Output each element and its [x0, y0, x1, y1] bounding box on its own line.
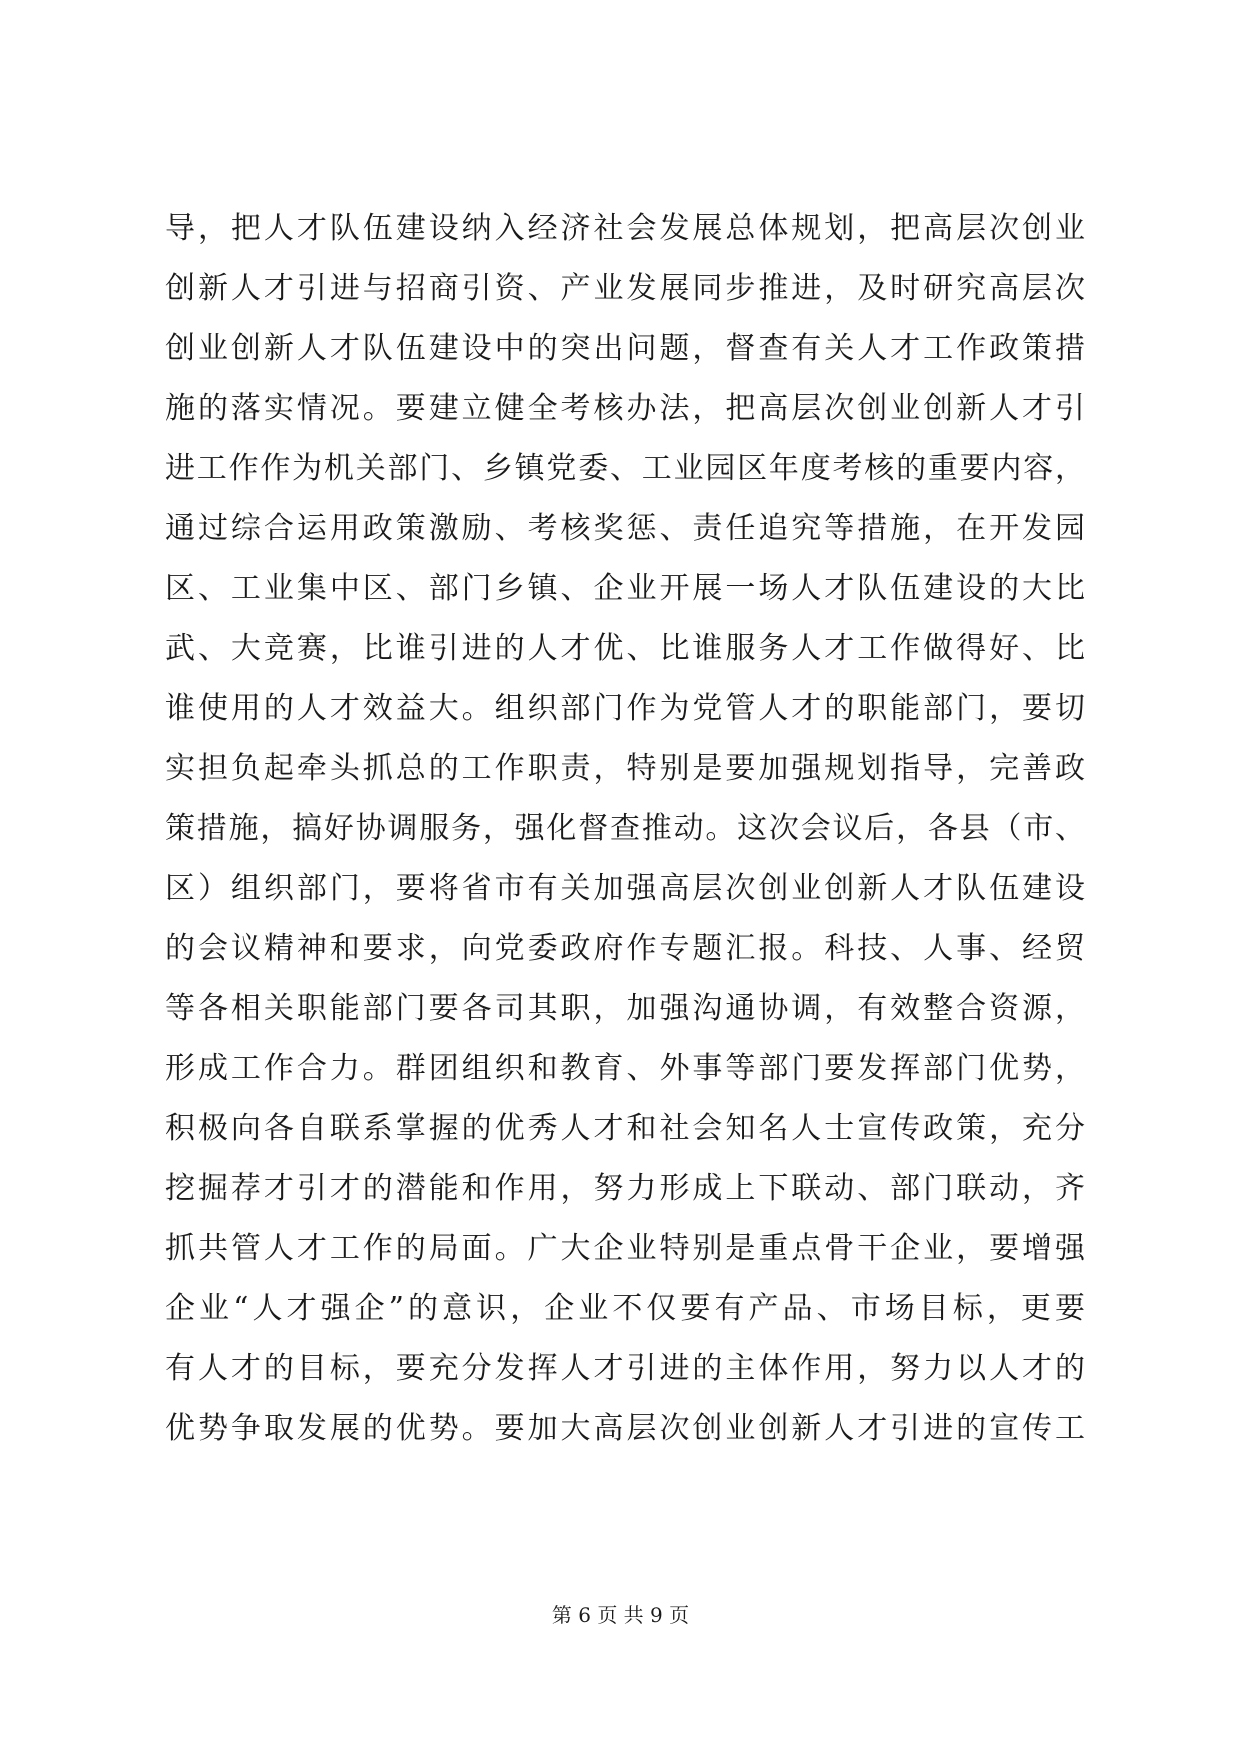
text-line-19: 企业“人才强企”的意识，企业不仅要有产品、市场目标，更要	[165, 1291, 1085, 1326]
text-line-8: 武、大竞赛，比谁引进的人才优、比谁服务人才工作做得好、比	[165, 631, 1085, 666]
text-line-21: 优势争取发展的优势。要加大高层次创业创新人才引进的宣传工	[165, 1411, 1085, 1446]
text-line-20: 有人才的目标，要充分发挥人才引进的主体作用，努力以人才的	[165, 1351, 1085, 1386]
text-line-10: 实担负起牵头抓总的工作职责，特别是要加强规划指导，完善政	[165, 751, 1085, 786]
text-line-6: 通过综合运用政策激励、考核奖惩、责任追究等措施，在开发园	[165, 511, 1085, 546]
text-line-11: 策措施，搞好协调服务，强化督查推动。这次会议后，各县（市、	[165, 811, 1085, 846]
text-line-18: 抓共管人才工作的局面。广大企业特别是重点骨干企业，要增强	[165, 1231, 1085, 1266]
page-number-label: 第 6 页 共 9 页	[551, 1603, 690, 1627]
text-line-15: 形成工作合力。群团组织和教育、外事等部门要发挥部门优势，	[165, 1051, 1085, 1086]
text-line-13: 的会议精神和要求，向党委政府作专题汇报。科技、人事、经贸	[165, 931, 1085, 966]
text-line-3: 创业创新人才队伍建设中的突出问题，督查有关人才工作政策措	[165, 331, 1085, 366]
text-line-5: 进工作作为机关部门、乡镇党委、工业园区年度考核的重要内容，	[165, 451, 1085, 486]
body-text	[165, 199, 1085, 1459]
text-line-12: 区）组织部门，要将省市有关加强高层次创业创新人才队伍建设	[165, 871, 1085, 906]
page-footer	[0, 1601, 1241, 1629]
text-line-16: 积极向各自联系掌握的优秀人才和社会知名人士宣传政策，充分	[165, 1111, 1085, 1146]
text-line-17: 挖掘荐才引才的潜能和作用，努力形成上下联动、部门联动，齐	[165, 1171, 1085, 1206]
text-line-14: 等各相关职能部门要各司其职，加强沟通协调，有效整合资源，	[165, 991, 1085, 1026]
text-line-7: 区、工业集中区、部门乡镇、企业开展一场人才队伍建设的大比	[165, 571, 1085, 606]
text-line-9: 谁使用的人才效益大。组织部门作为党管人才的职能部门，要切	[165, 691, 1085, 726]
text-line-4: 施的落实情况。要建立健全考核办法，把高层次创业创新人才引	[165, 391, 1085, 426]
text-line-1: 导，把人才队伍建设纳入经济社会发展总体规划，把高层次创业	[165, 211, 1085, 246]
text-line-2: 创新人才引进与招商引资、产业发展同步推进，及时研究高层次	[165, 271, 1085, 306]
